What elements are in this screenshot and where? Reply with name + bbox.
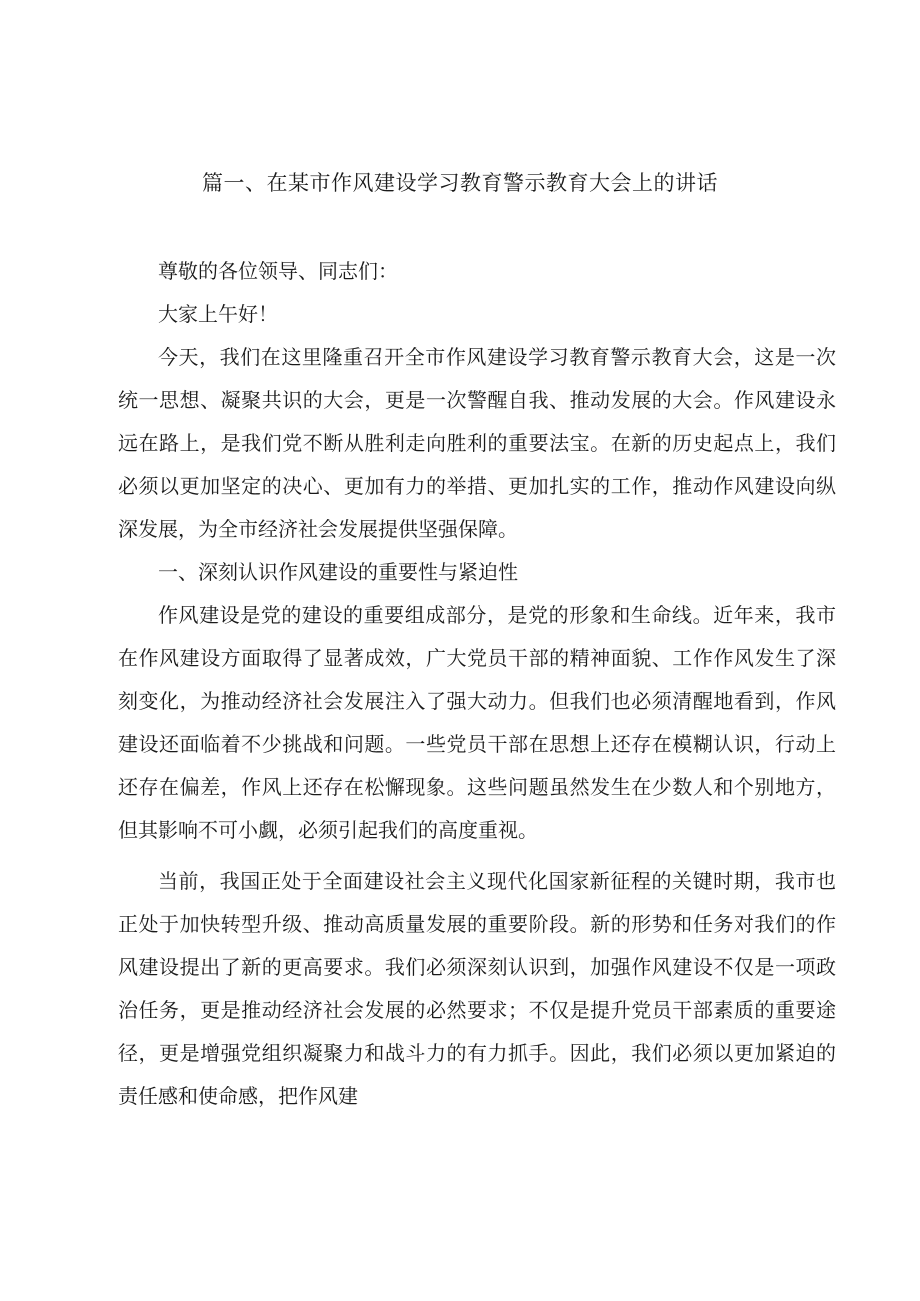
section-heading-1: 一、深刻认识作风建设的重要性与紧迫性 <box>158 560 518 584</box>
section-1-paragraph-2: 当前，我国正处于全面建设社会主义现代化国家新征程的关键时期，我市也正处于加快转型升级、推动高质量发展的重要阶段。新的形势和任务对我们的作风建设提出了新的更高要求。我们必须深刻认识到，加强作风建设不仅是一项政治任务，更是推动经济社会发展的必然要求；不仅是提升党员干部素质的重要途径，更是增强党组织凝聚力和战斗力的有力抓手。因此，我们必须以更加紧迫的责任感和使命感，把作风建 <box>118 869 836 1108</box>
document-title: 篇一、在某市作风建设学习教育警示教育大会上的讲话 <box>202 171 718 195</box>
section-1-paragraph-1: 作风建设是党的建设的重要组成部分，是党的形象和生命线。近年来，我市在作风建设方面取得了显著成效，广大党员干部的精神面貌、工作作风发生了深刻变化，为推动经济社会发展注入了强大动力。但我们也必须清醒地看到，作风建设还面临着不少挑战和问题。一些党员干部在思想上还存在模糊认识，行动上还存在偏差，作风上还存在松懈现象。这些问题虽然发生在少数人和个别地方，但其影响不可小觑，必须引起我们的高度重视。 <box>118 603 836 842</box>
document-body <box>118 250 836 1118</box>
greeting: 大家上午好！ <box>158 302 278 326</box>
salutation: 尊敬的各位领导、同志们： <box>158 259 398 283</box>
intro-paragraph: 今天，我们在这里隆重召开全市作风建设学习教育警示教育大会，这是一次统一思想、凝聚共识的大会，更是一次警醒自我、推动发展的大会。作风建设永远在路上，是我们党不断从胜利走向胜利的重要法宝。在新的历史起点上，我们必须以更加坚定的决心、更加有力的举措、更加扎实的工作，推动作风建设向纵深发展，为全市经济社会发展提供坚强保障。 <box>118 345 836 541</box>
